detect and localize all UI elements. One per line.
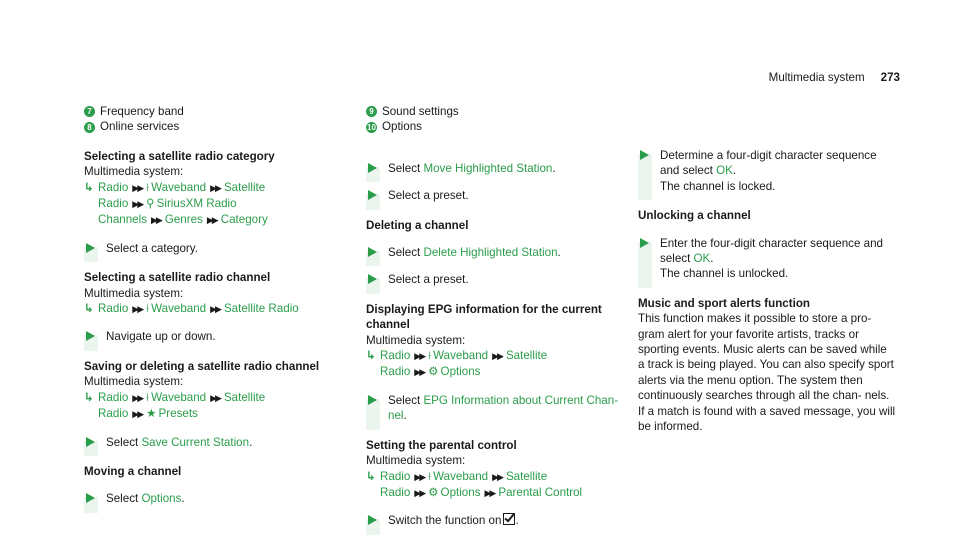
chevron-icon: ▶▶	[132, 199, 143, 210]
path-satellite[interactable]: Satellite Radio	[98, 180, 266, 211]
step-prefix: Select	[388, 161, 424, 175]
legend-item	[84, 104, 342, 119]
step-bar	[638, 242, 652, 288]
path-waveband[interactable]: Waveband	[151, 302, 207, 316]
menu-path	[84, 390, 342, 423]
star-icon: ★	[146, 407, 157, 421]
chevron-icon: ▶▶	[210, 392, 220, 403]
step-prefix: Select	[388, 393, 424, 407]
ok-link[interactable]: OK	[693, 252, 711, 266]
step-suffix: .	[403, 409, 407, 423]
step-text-main: Switch the function on	[388, 514, 502, 528]
search-icon: ⚲	[146, 197, 155, 211]
step	[366, 245, 624, 260]
path-arrow-icon: ↳	[84, 390, 94, 404]
path-parental-control[interactable]: Parental Control	[498, 485, 583, 499]
header-title: Multimedia system	[768, 71, 865, 84]
waveband-icon: ⟊	[146, 302, 150, 316]
step	[84, 435, 342, 450]
epg-info-link[interactable]: EPG Information about Current Chan- nel	[388, 393, 619, 423]
heading-alerts: Music and sport alerts function	[638, 296, 810, 310]
step-result: The channel is locked.	[660, 179, 776, 193]
step	[366, 188, 624, 203]
step-suffix: .	[732, 164, 737, 178]
step-prefix: Select	[388, 246, 424, 260]
step	[366, 272, 624, 287]
step	[84, 241, 342, 256]
legend-label: Frequency band	[100, 105, 184, 118]
step	[366, 161, 624, 176]
path-arrow-icon: ↳	[84, 180, 94, 194]
step-arrow-icon	[86, 243, 95, 253]
chevron-icon: ▶▶	[132, 304, 143, 315]
step-arrow-icon	[640, 238, 649, 248]
waveband-icon: ⟊	[146, 390, 150, 404]
chevron-icon: ▶▶	[414, 487, 425, 498]
step-prefix: Determine a four-digit character sequence and select	[660, 149, 877, 178]
ok-link[interactable]: OK	[716, 164, 733, 178]
chevron-icon: ▶▶	[414, 367, 425, 378]
step	[84, 491, 342, 506]
chevron-icon: ▶▶	[492, 471, 502, 482]
step	[84, 329, 342, 344]
step-arrow-icon	[368, 274, 377, 284]
chevron-icon: ▶▶	[414, 471, 425, 482]
path-waveband[interactable]: Waveband	[151, 390, 207, 404]
heading-delete-channel: Deleting a channel	[366, 218, 469, 232]
menu-path	[84, 301, 342, 317]
step-suffix: .	[710, 252, 714, 266]
path-radio[interactable]: Radio	[98, 180, 129, 194]
waveband-icon: ⟊	[428, 469, 432, 483]
step-arrow-icon	[368, 190, 377, 200]
multimedia-label: Multimedia system:	[84, 165, 184, 179]
gear-icon: ⚙	[428, 485, 439, 499]
step-arrow-icon	[86, 331, 95, 341]
menu-path	[366, 469, 624, 502]
multimedia-label: Multimedia system:	[366, 454, 466, 468]
waveband-icon: ⟊	[146, 180, 150, 194]
step-bar	[638, 154, 652, 200]
path-satellite[interactable]: Satellite Radio	[98, 390, 266, 421]
chevron-icon: ▶▶	[492, 351, 502, 362]
chevron-icon: ▶▶	[210, 304, 220, 315]
path-options[interactable]: Options	[440, 485, 481, 499]
path-radio[interactable]: Radio	[98, 390, 129, 404]
path-waveband[interactable]: Waveband	[433, 469, 489, 483]
step-suffix: .	[181, 492, 185, 506]
chevron-icon: ▶▶	[206, 215, 217, 226]
step-prefix: Enter the four-digit character sequence and select	[660, 236, 883, 266]
number-badge: 8	[84, 122, 95, 133]
step-text: Select a category.	[106, 241, 198, 255]
chevron-icon: ▶▶	[210, 182, 220, 193]
step-arrow-icon	[86, 437, 95, 447]
page-header	[769, 70, 900, 85]
path-satellite[interactable]: Satellite Radio	[380, 469, 548, 499]
step-suffix: .	[552, 161, 556, 175]
step	[366, 393, 624, 424]
step-text: Navigate up or down.	[106, 330, 216, 344]
legend-label: Options	[382, 120, 422, 134]
step-text: Select a preset.	[388, 273, 469, 287]
menu-path	[84, 180, 342, 229]
legend-label: Online services	[100, 120, 180, 134]
gear-icon: ⚙	[428, 365, 439, 379]
step-prefix: Select	[106, 435, 142, 449]
step-text	[388, 245, 624, 260]
save-current-station-link[interactable]: Save Current Station	[141, 435, 250, 449]
chevron-icon: ▶▶	[132, 182, 143, 193]
path-satellite[interactable]: Satellite Radio	[380, 349, 548, 379]
step-text	[388, 393, 624, 424]
step-arrow-icon	[86, 493, 95, 503]
step-suffix: .	[249, 435, 253, 449]
step	[638, 236, 896, 282]
step-text	[106, 491, 342, 506]
step-arrow-icon	[640, 150, 649, 160]
options-link[interactable]: Options	[141, 492, 182, 506]
path-category[interactable]: Category	[220, 213, 268, 227]
chevron-icon: ▶▶	[151, 215, 161, 226]
path-sirius[interactable]: SiriusXM Radio Channels	[98, 197, 237, 227]
step-suffix: .	[557, 246, 561, 260]
path-radio[interactable]: Radio	[380, 349, 411, 363]
step	[638, 148, 896, 194]
chevron-icon: ▶▶	[132, 409, 143, 420]
step-result: The channel is unlocked.	[660, 267, 789, 281]
path-waveband[interactable]: Waveband	[433, 349, 489, 363]
step-text: Switch the function on .	[388, 514, 519, 528]
heading-select-channel: Selecting a satellite radio channel	[84, 271, 271, 285]
chevron-icon: ▶▶	[414, 351, 425, 362]
path-arrow-icon: ↳	[366, 469, 376, 483]
path-arrow-icon: ↳	[366, 349, 376, 363]
step-text	[660, 236, 896, 282]
legend-label: Sound settings	[382, 105, 459, 118]
heading-epg: Displaying EPG information for the current channel	[366, 302, 602, 332]
checkbox-checked-icon	[503, 513, 515, 525]
multimedia-label: Multimedia system:	[366, 333, 466, 347]
column-3	[638, 148, 896, 435]
number-badge: 9	[366, 106, 377, 117]
path-waveband[interactable]: Waveband	[151, 180, 207, 194]
waveband-icon: ⟊	[428, 349, 432, 363]
number-badge: 10	[367, 122, 376, 132]
multimedia-label: Multimedia system:	[84, 286, 184, 300]
step-prefix: Select	[106, 492, 142, 506]
path-satellite[interactable]: Satellite Radio	[223, 302, 299, 316]
step-text	[106, 435, 342, 450]
path-radio[interactable]: Radio	[98, 302, 129, 316]
page-number: 273	[880, 71, 900, 84]
heading-unlock: Unlocking a channel	[638, 209, 751, 223]
step-text: Select a preset.	[388, 189, 469, 203]
menu-path	[366, 348, 624, 381]
multimedia-label: Multimedia system:	[84, 375, 184, 389]
heading-save-delete: Saving or deleting a satellite radio channel	[84, 359, 320, 373]
chevron-icon: ▶▶	[484, 487, 495, 498]
move-highlighted-station-link[interactable]: Move Highlighted Station	[423, 161, 553, 175]
path-options[interactable]: Options	[440, 365, 481, 379]
step-arrow-icon	[368, 395, 377, 405]
path-arrow-icon: ↳	[84, 302, 94, 316]
step-arrow-icon	[368, 515, 377, 525]
path-genres[interactable]: Genres	[164, 213, 203, 227]
step-arrow-icon	[368, 163, 377, 173]
delete-highlighted-station-link[interactable]: Delete Highlighted Station	[423, 246, 558, 260]
path-radio[interactable]: Radio	[380, 469, 411, 483]
step-text	[660, 148, 896, 194]
legend-item	[366, 104, 624, 119]
step-text	[388, 161, 624, 176]
step-arrow-icon	[368, 247, 377, 257]
alerts-paragraph: This function makes it possible to store a pro- gram alert for your favorite artists, tracks or sporting events. Music alerts can be saved while a track is being played. You can also specify sport alerts via the menu option. The system then continuously searches through all the chan- nels. If a match is found with a saved message, you will be informed.	[638, 312, 896, 434]
legend-item	[84, 119, 342, 134]
column-2	[366, 104, 624, 529]
number-badge: 7	[84, 106, 95, 117]
heading-parental: Setting the parental control	[366, 438, 517, 452]
column-1	[84, 104, 342, 507]
path-presets[interactable]: Presets	[158, 407, 198, 421]
heading-move-channel: Moving a channel	[84, 464, 182, 478]
chevron-icon: ▶▶	[132, 392, 143, 403]
step	[366, 513, 624, 528]
heading-select-category: Selecting a satellite radio category	[84, 149, 275, 163]
legend-item	[366, 119, 624, 134]
